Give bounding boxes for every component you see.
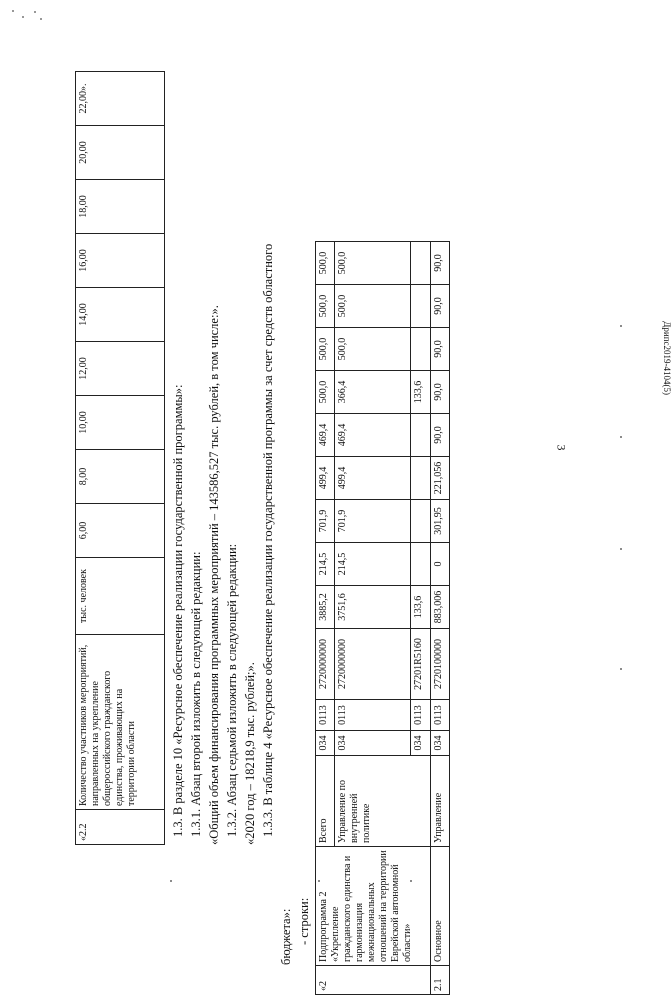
amount: 90,0 bbox=[431, 285, 450, 328]
amount: 214,5 bbox=[335, 543, 411, 586]
amount bbox=[410, 414, 431, 457]
indicator-value: 22,00». bbox=[76, 72, 165, 126]
page-number: 3 bbox=[554, 444, 569, 451]
amount: 90,0 bbox=[431, 242, 450, 285]
responsible: Всего bbox=[316, 756, 335, 847]
amount: 214,5 bbox=[316, 543, 335, 586]
paragraph: - строки: bbox=[297, 897, 311, 945]
amount: 500,0 bbox=[335, 328, 411, 371]
amount: 500,0 bbox=[316, 371, 335, 414]
amount: 133,6 bbox=[410, 371, 431, 414]
grbs-code: 034 bbox=[316, 731, 335, 756]
indicator-number: «2.2 bbox=[76, 810, 165, 845]
indicator-value: 8,00 bbox=[76, 450, 165, 504]
amount: 500,0 bbox=[335, 242, 411, 285]
amount bbox=[410, 285, 431, 328]
scan-speck-marks bbox=[10, 6, 50, 26]
paragraph: 1.3. В разделе 10 «Ресурсное обеспечение реализации государственной программы»: bbox=[171, 384, 185, 837]
subprogram-name: Подпрограмма 2 «Укрепление гражданского единства и гармонизация межнациональных отношений на территории Еврейской автономной области» bbox=[316, 847, 431, 966]
csr-code: 2720000000 bbox=[335, 629, 411, 700]
amount: 366,4 bbox=[335, 371, 411, 414]
indicator-unit: тыс. человек bbox=[76, 558, 165, 635]
indicator-value: 12,00 bbox=[76, 342, 165, 396]
indicator-value: 10,00 bbox=[76, 396, 165, 450]
amount: 701,9 bbox=[316, 500, 335, 543]
paragraph: «Общий объем финансирования программных мероприятий – 143586,527 тыс. рублей, в том числе:». bbox=[207, 305, 221, 845]
csr-code: 27201R5160 bbox=[410, 629, 431, 700]
scan-speck bbox=[620, 548, 622, 550]
amount: 499,4 bbox=[335, 457, 411, 500]
paragraph: бюджета»: bbox=[279, 908, 293, 965]
amount: 701,9 bbox=[335, 500, 411, 543]
amount bbox=[410, 328, 431, 371]
resource-table bbox=[315, 241, 450, 995]
indicator-name: Количество участников мероприятий, направленных на укрепление общероссийского гражданского единства, проживающих на территории области bbox=[76, 635, 165, 810]
indicator-value: 16,00 bbox=[76, 234, 165, 288]
indicator-value: 18,00 bbox=[76, 180, 165, 234]
amount bbox=[410, 500, 431, 543]
responsible: Управление bbox=[431, 756, 450, 847]
scan-speck bbox=[620, 325, 622, 327]
amount: 469,4 bbox=[316, 414, 335, 457]
scan-speck bbox=[170, 880, 172, 882]
amount: 3751,6 bbox=[335, 586, 411, 629]
amount: 500,0 bbox=[316, 242, 335, 285]
table-row bbox=[316, 242, 335, 995]
row-number: «2 bbox=[316, 966, 431, 995]
amount: 90,0 bbox=[431, 414, 450, 457]
csr-code: 2720100000 bbox=[431, 629, 450, 700]
indicator-value: 14,00 bbox=[76, 288, 165, 342]
amount: 301,95 bbox=[431, 500, 450, 543]
rzpr-code: 0113 bbox=[316, 700, 335, 731]
rzpr-code: 0113 bbox=[335, 700, 411, 731]
amount: 3885,2 bbox=[316, 586, 335, 629]
paragraph: 1.3.1. Абзац второй изложить в следующей редакции: bbox=[189, 551, 203, 837]
table-row bbox=[76, 72, 165, 845]
amount: 500,0 bbox=[335, 285, 411, 328]
scan-speck bbox=[620, 668, 622, 670]
amount: 500,0 bbox=[316, 285, 335, 328]
document-code: Дрипс2019-4104(5) bbox=[661, 321, 672, 395]
paragraph: 1.3.3. В таблице 4 «Ресурсное обеспечение реализации государственной программы за счет средств областного bbox=[261, 243, 275, 837]
responsible: Управление по внутренней политике bbox=[335, 756, 431, 847]
amount bbox=[410, 543, 431, 586]
row-number: 2.1 bbox=[431, 966, 450, 995]
amount: 499,4 bbox=[316, 457, 335, 500]
grbs-code: 034 bbox=[335, 731, 411, 756]
activity-name: Основное bbox=[431, 847, 450, 966]
amount: 133,6 bbox=[410, 586, 431, 629]
amount: 0 bbox=[431, 543, 450, 586]
amount: 90,0 bbox=[431, 371, 450, 414]
amount: 883,006 bbox=[431, 586, 450, 629]
amount: 221,056 bbox=[431, 457, 450, 500]
rotated-document-content bbox=[75, 45, 575, 991]
paragraph: 1.3.2. Абзац седьмой изложить в следующей редакции: bbox=[225, 543, 239, 837]
amount: 469,4 bbox=[335, 414, 411, 457]
rzpr-code: 0113 bbox=[410, 700, 431, 731]
amount: 500,0 bbox=[316, 328, 335, 371]
amount bbox=[410, 457, 431, 500]
csr-code: 2720000000 bbox=[316, 629, 335, 700]
scan-speck bbox=[620, 436, 622, 438]
grbs-code: 034 bbox=[431, 731, 450, 756]
indicator-value: 20,00 bbox=[76, 126, 165, 180]
rzpr-code: 0113 bbox=[431, 700, 450, 731]
paragraph: «2020 год – 18218,9 тыс. рублей;». bbox=[243, 662, 257, 845]
amount: 90,0 bbox=[431, 328, 450, 371]
indicator-value: 6,00 bbox=[76, 504, 165, 558]
table-row bbox=[431, 242, 450, 995]
amount bbox=[410, 242, 431, 285]
grbs-code: 034 bbox=[410, 731, 431, 756]
indicator-table bbox=[75, 71, 165, 845]
